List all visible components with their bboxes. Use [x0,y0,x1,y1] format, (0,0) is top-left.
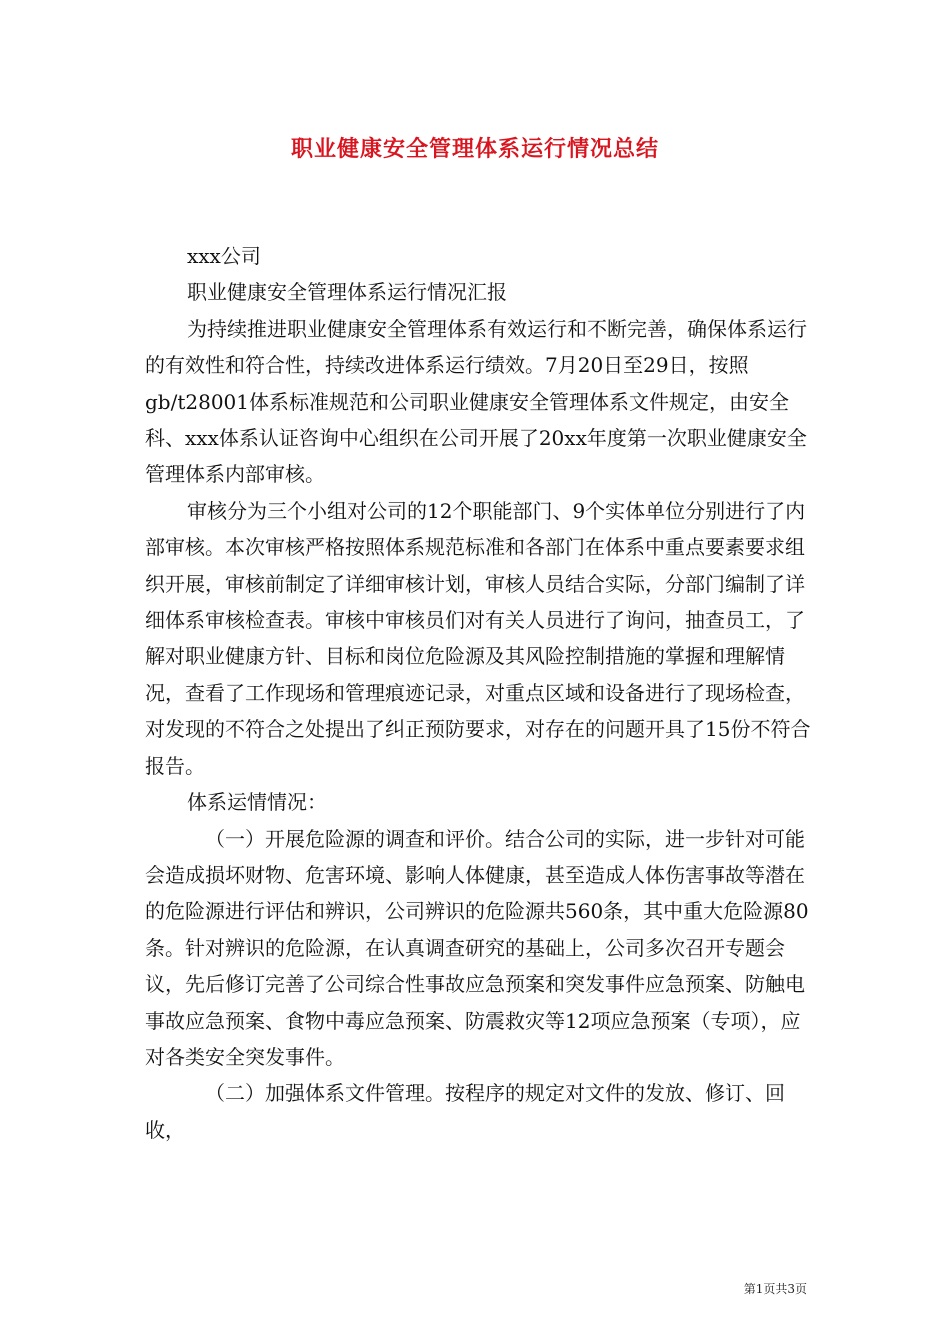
paragraph-item-2: （二）加强体系文件管理。按程序的规定对文件的发放、修订、回收， [145,1081,785,1142]
paragraph-item-1: （一）开展危险源的调查和评价。结合公司的实际，进一步针对可能会造成损坏财物、危害环境、影响人体健康，甚至造成人体伤害事故等潜在的危险源进行评估和辨识，公司辨识的危险源共560条，其中重大危险源80条。针对辨识的危险源，在认真调查研究的基础上，公司多次召开专题会议，先后修订完善了公司综合性事故应急预案和突发事件应急预案、防触电事故应急预案、食物中毒应急预案、防震救灾等12项应急预案（专项），应对各类安全突发事件。 [145,826,809,1069]
section-heading: 体系运情情况： [187,790,327,815]
paragraph-audit: 审核分为三个小组对公司的12个职能部门、9个实体单位分别进行了内部审核。本次审核严格按照体系规范标准和各部门在体系中重点要素要求组织开展，审核前制定了详细审核计划，审核人员结合实际，分部门编制了详细体系审核检查表。审核中审核员们对有关人员进行了询问，抽查员工，了解对职业健康方针、目标和岗位危险源及其风险控制措施的掌握和理解情况，查看了工作现场和管理痕迹记录，对重点区域和设备进行了现场检查，对发现的不符合之处提出了纠正预防要求，对存在的问题开具了15份不符合报告。 [145,498,811,778]
report-subtitle: 职业健康安全管理体系运行情况汇报 [187,280,507,305]
paragraph-intro: 为持续推进职业健康安全管理体系有效运行和不断完善，确保体系运行的有效性和符合性，持续改进体系运行绩效。7月20日至29日，按照gb/t28001体系标准规范和公司职业健康安全管理体系文件规定，由安全科、xxx体系认证咨询中心组织在公司开展了20xx年度第一次职业健康安全管理体系内部审核。 [145,316,807,487]
page-number: 第1页共3页 [743,1282,807,1296]
document-title: 职业健康安全管理体系运行情况总结 [290,136,659,162]
company-name: xxx公司 [187,244,261,268]
document-body [145,238,813,1148]
